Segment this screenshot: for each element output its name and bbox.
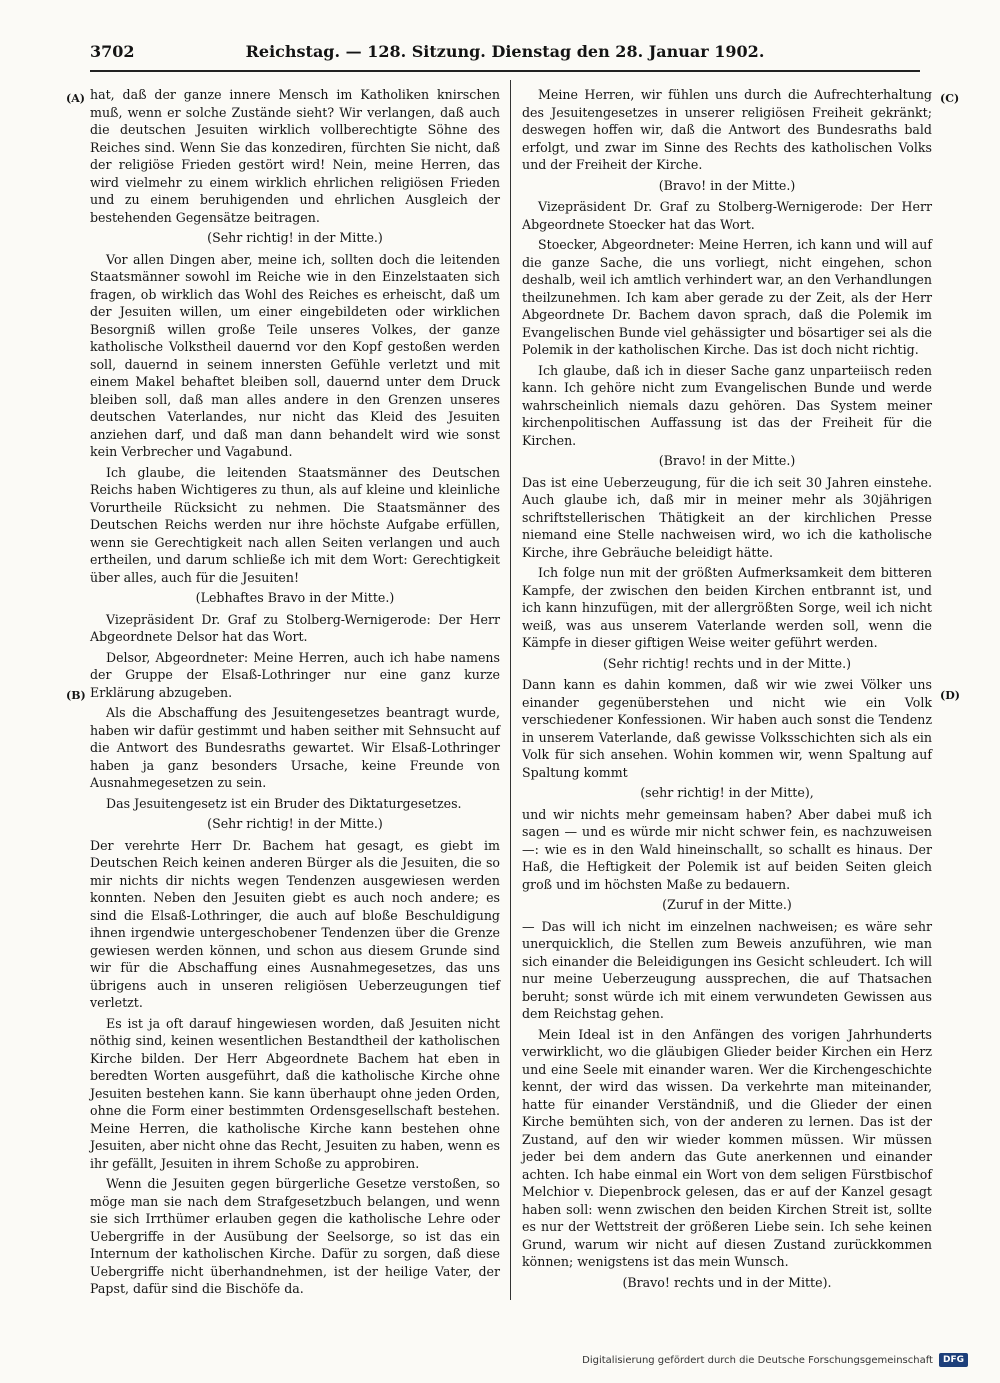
margin-mark-d: (D): [940, 689, 960, 702]
paragraph: Das ist eine Ueberzeugung, für die ich seit 30 Jahren einstehe. Auch glaube ich, daß mir in meiner mehr als 30jährigen schriftstellerischen Thätigkeit an der kirchlichen Presse niemand eine Stelle nachweisen wird, wo ich die katholische Kirche, ihre Gebräuche beleidigt hätte.: [522, 474, 932, 560]
margin-mark-a: (A): [66, 92, 85, 105]
page-header: [90, 42, 920, 68]
header-rule: [90, 70, 920, 72]
paragraph: Vizepräsident Dr. Graf zu Stolberg-Wernigerode: Der Herr Abgeordnete Delsor hat das Wort.: [90, 611, 500, 644]
paragraph: Wenn die Jesuiten gegen bürgerliche Gesetze verstoßen, so möge man sie nach dem Strafgesetzbuch belangen, und wenn sie sich Irrthümer erlauben gegen die katholische Lehre oder Uebergriffe in der Ausübung der Seelsorge, so ist das ein Internum der katholischen Kirche. Dafür zu sorgen, daß diese Uebergriffe nicht überhandnehmen, ist der heilige Vater, der Papst, dafür sind die Bischöfe da.: [90, 1176, 500, 1296]
paragraph: Stoecker, Abgeordneter: Meine Herren, ich kann und will auf die ganze Sache, die uns vorliegt, nicht eingehen, schon deshalb, weil ich amtlich verhindert war, an den Verhandlungen theilzunehmen. Ich kam aber gerade zu der Zeit, als der Herr Abgeordnete Dr. Bachem davon sprach, daß die Polemik im Evangelischen Bunde viel gehässigter und bösartiger sei als die Polemik in der katholischen Kirche. Das ist doch nicht richtig.: [522, 237, 932, 357]
interjection: (Lebhaftes Bravo in der Mitte.): [195, 590, 395, 605]
margin-mark-c: (C): [940, 92, 960, 105]
interjection: (Sehr richtig! rechts und in der Mitte.): [602, 655, 852, 671]
margin-mark-b: (B): [66, 689, 86, 702]
right-column: [522, 86, 932, 1295]
paragraph: Meine Herren, wir fühlen uns durch die Aufrechterhaltung des Jesuitengesetzes in unserer religiösen Freiheit gekränkt; deswegen hoffen wir, daß die Antwort des Bundesraths bald erfolgt, und zwar im Sinne des Rechts des katholischen Volks und der Freiheit der Kirche.: [522, 87, 932, 172]
dfg-logo: DFG: [939, 1353, 968, 1367]
paragraph: Das Jesuitengesetz ist ein Bruder des Diktaturgesetzes.: [106, 795, 462, 811]
left-column: [90, 86, 500, 1301]
paragraph: Als die Abschaffung des Jesuitengesetzes beantragt wurde, haben wir dafür gestimmt und haben seither mit Sehnsucht auf die Antwort des Bundesraths gewartet. Wir Elsaß-Lothringer haben ja ganz besonders Ursache, keine Freunde von Ausnahmegesetzen zu sein.: [90, 705, 500, 790]
interjection: (Sehr richtig! in der Mitte.): [207, 230, 383, 245]
interjection: (Zuruf in der Mitte.): [662, 897, 792, 912]
interjection: (Bravo! in der Mitte.): [658, 453, 796, 468]
paragraph: Ich glaube, die leitenden Staatsmänner des Deutschen Reichs haben Wichtigeres zu thun, als auf kleine und kleinliche Vorurtheile Rücksicht zu nehmen. Die Staatsmänner des Deutschen Reichs werden nur ihre höchste Aufgabe erfüllen, wenn sie Gerechtigkeit nach allen Seiten verlangen und auch ertheilen, und darum schließe ich mit dem Wort: Gerechtigkeit über alles, auch für die Jesuiten!: [90, 464, 500, 585]
footer-text: Digitalisierung gefördert durch die Deutsche Forschungsgemeinschaft: [582, 1354, 933, 1366]
paragraph: Vor allen Dingen aber, meine ich, sollten doch die leitenden Staatsmänner sowohl im Reiche wie in den Einzelstaaten sich fragen, ob wirklich das Wohl des Reiches es erheischt, daß um der Jesuiten willen, um einer eingebildeten oder wirklichen Besorgniß willen große Teile unseres Volkes, der ganze katholische Volkstheil dauernd vor den Kopf gestoßen werden soll, dauernd in seinem innersten Gefühle verletzt und mit einem Makel behaftet bleiben soll, dauernd unter dem Druck bleiben soll, daß man alles andere in den Grenzen unseres deutschen Vaterlandes, nur nicht das Kleid des Jesuiten anziehen darf, und daß man dann behandelt wird wie sonst kein Verbrecher und Vagabund.: [90, 251, 500, 459]
paragraph: Dann kann es dahin kommen, daß wir wie zwei Völker uns einander gegenüberstehen und nicht wie ein Volk verschiedener Konfessionen. Wir haben auch sonst die Tendenz in unserem Vaterlande, daß gewisse Volksschichten sich als ein Volk für sich ansehen. Wohin kommen wir, wenn Spaltung auf Spaltung kommt: [522, 677, 932, 780]
interjection: (Sehr richtig! in der Mitte.): [207, 816, 383, 831]
page-number: 3702: [90, 42, 135, 61]
paragraph: und wir nichts mehr gemeinsam haben? Aber dabei muß ich sagen — und es würde mir nicht schwer fein, es nachzuweisen —: wie es in den Wald hineinschallt, so schallt es hinaus. Der Haß, die Heftigkeit der Polemik ist auf beiden Seiten gleich groß und im höchsten Maße zu bedauern.: [522, 806, 932, 892]
paragraph: Mein Ideal ist in den Anfängen des vorigen Jahrhunderts verwirklicht, wo die gläubigen Glieder beider Kirchen ein Herz und eine Seele mit einander waren. Wer die Kirchengeschichte kennt, der wird das wissen. Da verkehrte man miteinander, hatte für einander Verständniß, und die Glieder der einen Kirche bemühten sich, von der anderen zu lernen. Das ist der Zustand, auf den wir wieder kommen müssen. Wir müssen jeder bei dem andern das Gute anerkennen und einander achten. Ich habe einmal ein Wort von dem seligen Fürstbischof Melchior v. Diepenbrock gelesen, das er auf der Kanzel gesagt haben soll: wenn zwischen den beiden Kirchen Streit ist, sollte es nur der Wettstreit der größeren Liebe sein. Ich sehe keinen Grund, warum wir nicht auf diesen Zustand zurückkommen können; wenigstens ist das mein Wunsch.: [522, 1026, 932, 1269]
paragraph: Der verehrte Herr Dr. Bachem hat gesagt, es giebt im Deutschen Reich keinen anderen Bürger als die Jesuiten, die so mir nichts dir nichts wegen Tendenzen ausgewiesen werden konnten. Neben den Jesuiten giebt es auch noch andere; es sind die Elsaß-Lothringer, die auch auf bloße Beschuldigung ihnen irgendwie untergeschobener Tendenzen über die Grenze gewiesen werden können, und schon aus diesem Grunde sind wir für die Abschaffung eines Ausnahmegesetzes, das uns übrigens auch in unseren religiösen Ueberzeugungen tief verletzt.: [90, 837, 500, 1010]
paragraph: Es ist ja oft darauf hingewiesen worden, daß Jesuiten nicht nöthig sind, keinen wesentlichen Bestandtheil der katholischen Kirche bilden. Der Herr Abgeordnete Bachem hat eben in beredten Worten ausgeführt, daß die katholische Kirche ohne Jesuiten bestehen kann. Sie kann überhaupt ohne jeden Orden, ohne die Form einer bestimmten Ordensgesellschaft bestehen. Meine Herren, die katholische Kirche kann bestehen ohne Jesuiten, aber nicht ohne das Recht, Jesuiten zu haben, wenn es ihr gefällt, Jesuiten in ihrem Schoße zu approbiren.: [90, 1015, 500, 1171]
interjection: (Bravo! in der Mitte.): [658, 177, 796, 193]
footer: [582, 1351, 968, 1369]
column-divider: [510, 80, 511, 1300]
paragraph: — Das will ich nicht im einzelnen nachweisen; es wäre sehr unerquicklich, die Stellen zum Beweis anzuführen, wie man sich einander die Beleidigungen ins Gesicht schleudert. Ich will nur meine Ueberzeugung aussprechen, die auf Thatsachen beruht; sonst würde ich mit einem verwundeten Gewissen aus dem Reichstag gehen.: [522, 918, 932, 1021]
interjection: (sehr richtig! in der Mitte),: [640, 785, 814, 800]
paragraph: Vizepräsident Dr. Graf zu Stolberg-Wernigerode: Der Herr Abgeordnete Stoecker hat das Wort.: [522, 199, 932, 232]
running-head: Reichstag. — 128. Sitzung. Dienstag den 28. Januar 1902.: [245, 42, 765, 61]
paragraph: hat, daß der ganze innere Mensch im Katholiken knirschen muß, wenn er solche Zustände sieht? Wir verlangen, daß auch die deutschen Jesuiten wirklich vollberechtigte Söhne des Reiches sind. Wenn Sie das konzediren, fürchten Sie nicht, daß der religiöse Frieden gestört wird! Nein, meine Herren, das wird vielmehr zu einem wirklich ehrlichen religiösen Frieden und zu einem beruhigenden und ehrlichen Ausgleich der bestehenden Gegensätze beitragen.: [90, 87, 500, 225]
paragraph: Ich glaube, daß ich in dieser Sache ganz unparteiisch reden kann. Ich gehöre nicht zum Evangelischen Bunde und werde wahrscheinlich niemals dazu gehören. Das System meiner kirchenpolitischen Auffassung ist das der Freiheit für die Kirchen.: [522, 362, 932, 448]
interjection: (Bravo! rechts und in der Mitte).: [622, 1274, 832, 1290]
paragraph: Ich folge nun mit der größten Aufmerksamkeit dem bitteren Kampfe, der zwischen den beiden Kirchen entbrannt ist, und ich kann hinzufügen, mit der allergrößten Sorge, weil ich nicht weiß, was aus unserem Vaterlande werden soll, wenn die Kämpfe in dieser giftigen Weise weiter geführt werden.: [522, 565, 932, 650]
paragraph: Delsor, Abgeordneter: Meine Herren, auch ich habe namens der Gruppe der Elsaß-Lothringer nur eine ganz kurze Erklärung abzugeben.: [90, 649, 500, 700]
